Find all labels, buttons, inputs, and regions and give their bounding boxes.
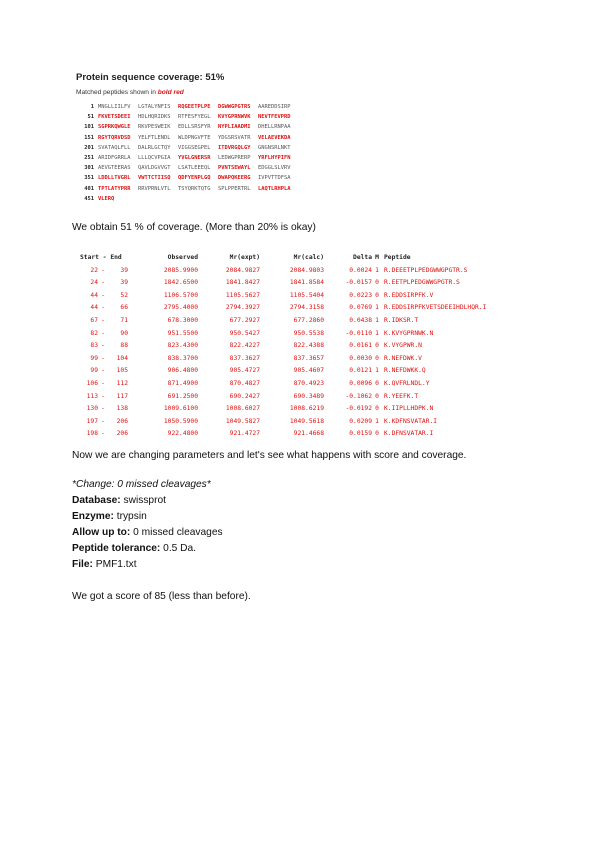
cell-miss: 1 — [375, 417, 379, 425]
range-dash: - — [101, 266, 105, 274]
cell-miss: 0 — [375, 379, 379, 387]
cell-start: 113 — [86, 392, 98, 400]
cell-end: 112 — [116, 379, 128, 387]
sequence-chunk: EDGGLSLVRV — [258, 165, 291, 172]
sequence-chunk: DALRLGCTQY — [138, 144, 171, 151]
sequence-row-number: 1 — [90, 104, 94, 110]
sequence-chunk: SVATAQLFLL — [98, 144, 131, 151]
matched-sequence-chunk: LDDLLTVGRL — [98, 175, 131, 182]
cell-mr-expt: 2794.3927 — [225, 304, 260, 312]
matched-sequence-chunk: PVNTSEWAYL — [218, 165, 251, 172]
cell-start: 24 — [90, 279, 98, 287]
sequence-chunk: MNGLLIILFV — [98, 104, 131, 110]
cell-delta: -0.0192 — [345, 405, 372, 413]
table-row — [80, 367, 520, 380]
cell-start: 83 — [90, 342, 98, 350]
sequence-row — [76, 194, 356, 204]
sequence-chunk: RRVPRNLVTL — [138, 185, 171, 192]
cell-mr-calc: 822.4388 — [293, 342, 324, 350]
matched-sequence-chunk: VLERQ — [98, 195, 115, 202]
sequence-row-number: 251 — [84, 154, 94, 161]
sequence-chunk: AEVGTEERAS — [98, 165, 131, 172]
cell-observed: 1050.5900 — [163, 417, 198, 425]
tolerance-label: Peptide tolerance: — [72, 543, 161, 554]
matched-sequence-chunk: ITDVRGQLGY — [218, 144, 251, 151]
table-row — [80, 430, 520, 438]
sequence-chunk: HDLHQRIDKS — [138, 114, 171, 121]
sequence-row-number: 101 — [84, 124, 94, 131]
matched-sequence-chunk: NEVTFEVPRD — [258, 114, 291, 121]
cell-end: 71 — [120, 316, 128, 324]
allow-line — [72, 525, 251, 541]
cell-start: 198 — [86, 430, 98, 438]
cell-delta: 0.0209 — [349, 417, 372, 425]
sequence-chunk: ARIDFGRRLA — [98, 154, 131, 161]
range-dash: - — [101, 392, 105, 400]
cell-delta: 0.0159 — [349, 430, 372, 438]
cell-delta: 0.0030 — [349, 354, 372, 362]
sequence-chunk: IVPVTTDFSA — [258, 175, 291, 182]
cell-peptide: K.KDFNSVATAR.I — [384, 417, 438, 425]
cell-mr-calc: 950.5538 — [293, 329, 324, 337]
cell-delta: 0.0024 — [349, 266, 372, 274]
sequence-chunk: AAREDDSIRP — [258, 104, 291, 110]
cell-miss: 0 — [375, 279, 379, 287]
cell-mr-expt: 690.2427 — [229, 392, 260, 400]
tolerance-line — [72, 541, 251, 557]
sequence-chunk: LLLQCVPGIA — [138, 154, 171, 161]
cell-start: 99 — [90, 354, 98, 362]
sequence-chunk: RKVPESWEIK — [138, 124, 171, 131]
sequence-row-number: 401 — [84, 185, 94, 192]
sequence-chunk: GNGNSRLNKT — [258, 144, 291, 151]
file-value: PMF1.txt — [92, 559, 137, 570]
sequence-chunk: DHELLRNPAA — [258, 124, 291, 131]
cell-delta: 0.0223 — [349, 291, 372, 299]
matched-sequence-chunk: VWTTCTIISQ — [138, 175, 171, 182]
cell-peptide: K.QVFRLNDL.Y — [384, 379, 430, 387]
matched-sequence-chunk: YVGLGNERSR — [178, 154, 211, 161]
cell-mr-calc: 905.4607 — [293, 367, 324, 375]
note-prefix: Matched peptides shown in — [76, 89, 158, 96]
cell-end: 90 — [120, 329, 128, 337]
cell-observed: 951.5500 — [167, 329, 198, 337]
cell-observed: 1106.5700 — [163, 291, 198, 299]
range-dash: - — [101, 417, 105, 425]
cell-mr-expt: 1105.5627 — [225, 291, 260, 299]
cell-mr-calc: 690.3489 — [293, 392, 324, 400]
file-line — [72, 557, 251, 573]
cell-peptide: R.NEFDWKK.Q — [384, 367, 426, 375]
cell-peptide: R.EDDSIRPFKVETSDEEIHDLHQR.I — [384, 304, 487, 312]
sequence-chunk: YDGSRSVATR — [218, 134, 251, 141]
cell-end: 117 — [116, 392, 128, 400]
range-dash: - — [101, 291, 105, 299]
range-dash: - — [101, 316, 105, 324]
matched-sequence-chunk: YRFLHYPIFN — [258, 154, 291, 161]
cell-end: 138 — [116, 405, 128, 413]
header-miss: M — [375, 254, 379, 261]
table-row — [80, 405, 520, 418]
matched-sequence-chunk: DWAPQKEERG — [218, 175, 251, 182]
sequence-row-number: 301 — [84, 165, 94, 172]
score-paragraph: We got a score of 85 (less than before). — [72, 591, 251, 602]
cell-mr-expt: 1841.8427 — [225, 279, 260, 287]
table-row — [80, 279, 520, 292]
enzyme-line — [72, 509, 251, 525]
allow-label: Allow up to: — [72, 527, 131, 538]
cell-miss: 1 — [375, 316, 379, 324]
matched-sequence-chunk: RGYTQRVDSD — [98, 134, 131, 141]
table-row — [80, 317, 520, 330]
matched-sequence-chunk: QDFYENPLGQ — [178, 175, 211, 182]
sequence-row-number: 151 — [84, 134, 94, 141]
cell-peptide: K.VYGPWR.N — [384, 342, 422, 350]
sequence-chunk: EDLLSRSFYR — [178, 124, 211, 131]
range-dash: - — [101, 329, 105, 337]
range-dash: - — [101, 367, 105, 375]
table-row — [80, 342, 520, 355]
cell-mr-calc: 1841.8584 — [289, 279, 324, 287]
sequence-row — [76, 112, 356, 122]
note-highlight: bold red — [157, 89, 184, 96]
matched-sequence-chunk: RQGEETPLPE — [178, 104, 211, 110]
peptide-table — [80, 254, 520, 438]
cell-mr-expt: 905.4727 — [229, 367, 260, 375]
table-row — [80, 380, 520, 393]
cell-mr-expt: 870.4827 — [229, 379, 260, 387]
sequence-row — [76, 102, 356, 112]
cell-miss: 0 — [375, 405, 379, 413]
cell-start: 22 — [90, 266, 98, 274]
matched-sequence-chunk: TPTLATYPRR — [98, 185, 131, 192]
sequence-chunk: WLDPNGVFTE — [178, 134, 211, 141]
cell-observed: 823.4300 — [167, 342, 198, 350]
cell-mr-expt: 921.4727 — [229, 430, 260, 438]
cell-observed: 2085.9900 — [163, 266, 198, 274]
sequence-row-number: 451 — [84, 195, 94, 202]
cell-observed: 922.4800 — [167, 430, 198, 438]
cell-start: 44 — [90, 304, 98, 312]
sequence-chunk: TSYQRKTQTG — [178, 185, 211, 192]
cell-delta: 0.0438 — [349, 316, 372, 324]
table-row — [80, 418, 520, 431]
header-observed: Observed — [167, 254, 198, 261]
sequence-coverage-figure — [76, 72, 356, 204]
sequence-row — [76, 173, 356, 183]
cell-mr-expt: 677.2927 — [229, 316, 260, 324]
cell-start: 197 — [86, 417, 98, 425]
cell-observed: 678.3000 — [167, 316, 198, 324]
cell-peptide: R.YEEFK.T — [384, 392, 419, 400]
cell-mr-calc: 921.4668 — [293, 430, 324, 438]
cell-peptide: K.DFNSVATAR.I — [384, 430, 434, 438]
table-row — [80, 267, 520, 280]
sequence-row — [76, 184, 356, 194]
change-note: *Change: 0 missed cleavages* — [72, 479, 211, 490]
matched-sequence-chunk: DGWWGPGTRS — [218, 104, 251, 110]
allow-value: 0 missed cleavages — [130, 527, 223, 538]
enzyme-label: Enzyme: — [72, 511, 114, 522]
header-mr-calc: Mr(calc) — [293, 254, 324, 261]
cell-peptide: R.DEEETPLPEDGWWGPGTR.S — [384, 266, 468, 274]
coverage-title: Protein sequence coverage: 51% — [76, 72, 225, 83]
matched-sequence-chunk: FKVETSDEEI — [98, 114, 131, 121]
cell-miss: 1 — [375, 367, 379, 375]
cell-mr-calc: 2794.3158 — [289, 304, 324, 312]
sequence-row-number: 51 — [87, 114, 94, 121]
cell-mr-expt: 837.3627 — [229, 354, 260, 362]
matched-sequence-chunk: LAQTLRHPLA — [258, 185, 291, 192]
cell-observed: 691.2500 — [167, 392, 198, 400]
cell-miss: 0 — [375, 392, 379, 400]
sequence-chunk: YELFTLENDL — [138, 134, 171, 141]
peptide-table-header — [80, 254, 520, 267]
cell-start: 67 — [90, 316, 98, 324]
sequence-row-number: 201 — [84, 144, 94, 151]
sequence-chunk: LGTALYNFIS — [138, 104, 171, 110]
search-settings — [72, 477, 251, 605]
cell-start: 130 — [86, 405, 98, 413]
table-row — [80, 304, 520, 317]
table-row — [80, 355, 520, 368]
cell-mr-expt: 1049.5827 — [225, 417, 260, 425]
table-row — [80, 292, 520, 305]
cell-start: 44 — [90, 291, 98, 299]
cell-observed: 1842.6500 — [163, 279, 198, 287]
header-peptide: Peptide — [384, 254, 411, 261]
range-dash: - — [101, 342, 105, 350]
sequence-row — [76, 143, 356, 153]
range-dash: - — [101, 430, 105, 438]
cell-peptide: R.IDKSR.T — [384, 316, 419, 324]
table-row — [80, 393, 520, 406]
cell-start: 106 — [86, 379, 98, 387]
cell-delta: -0.0110 — [345, 329, 372, 337]
cell-end: 39 — [120, 266, 128, 274]
matched-sequence-chunk: KVYGPRNWVK — [218, 114, 251, 121]
sequence-chunk: QAVLDGVVGT — [138, 165, 171, 172]
cell-end: 206 — [116, 417, 128, 425]
cell-observed: 871.4900 — [167, 379, 198, 387]
cell-mr-calc: 870.4923 — [293, 379, 324, 387]
cell-start: 99 — [90, 367, 98, 375]
cell-delta: 0.0769 — [349, 304, 372, 312]
cell-miss: 1 — [375, 266, 379, 274]
cell-end: 39 — [120, 279, 128, 287]
matched-sequence-chunk: VELAEVEKDA — [258, 134, 291, 141]
cell-mr-calc: 1049.5618 — [289, 417, 324, 425]
sequence-rows — [76, 102, 356, 204]
cell-mr-expt: 822.4227 — [229, 342, 260, 350]
database-line — [72, 493, 251, 509]
header-delta: Delta — [353, 254, 372, 261]
cell-delta: -0.1062 — [345, 392, 372, 400]
matched-sequence-chunk: SGPRKQWGLE — [98, 124, 131, 131]
sequence-row-number: 351 — [84, 175, 94, 182]
cell-observed: 2795.4000 — [163, 304, 198, 312]
sequence-chunk: VIGGSEGPEL — [178, 144, 211, 151]
cell-peptide: K.IIPLLHDPK.N — [384, 405, 434, 413]
range-dash: - — [101, 279, 105, 287]
cell-delta: 0.0121 — [349, 367, 372, 375]
cell-observed: 906.4800 — [167, 367, 198, 375]
cell-peptide: R.EDDSIRPFK.V — [384, 291, 434, 299]
cell-mr-expt: 1008.6027 — [225, 405, 260, 413]
table-row — [80, 330, 520, 343]
matched-peptides-note — [76, 89, 356, 96]
cell-mr-calc: 2084.9803 — [289, 266, 324, 274]
database-value: swissprot — [120, 495, 166, 506]
cell-delta: 0.0161 — [349, 342, 372, 350]
cell-end: 52 — [120, 291, 128, 299]
cell-end: 66 — [120, 304, 128, 312]
sequence-row — [76, 133, 356, 143]
cell-mr-calc: 837.3657 — [293, 354, 324, 362]
cell-miss: 0 — [375, 430, 379, 438]
cell-mr-expt: 950.5427 — [229, 329, 260, 337]
range-dash: - — [101, 304, 105, 312]
sequence-row — [76, 153, 356, 163]
range-dash: - — [101, 354, 105, 362]
cell-delta: 0.0096 — [349, 379, 372, 387]
sequence-row — [76, 122, 356, 132]
range-dash: - — [101, 405, 105, 413]
enzyme-value: trypsin — [113, 511, 147, 522]
cell-miss: 0 — [375, 342, 379, 350]
cell-peptide: R.EETPLPEDGWWGPGTR.S — [384, 279, 460, 287]
cell-mr-calc: 1008.6219 — [289, 405, 324, 413]
range-dash: - — [101, 379, 105, 387]
cell-mr-calc: 1105.5404 — [289, 291, 324, 299]
cell-end: 104 — [116, 354, 128, 362]
file-label: File: — [72, 559, 93, 570]
cell-miss: 0 — [375, 291, 379, 299]
cell-miss: 1 — [375, 329, 379, 337]
sequence-chunk: LEDWGPRERP — [218, 154, 251, 161]
cell-end: 88 — [120, 342, 128, 350]
cell-miss: 1 — [375, 304, 379, 312]
cell-miss: 0 — [375, 354, 379, 362]
matched-sequence-chunk: NYPLIAADMI — [218, 124, 251, 131]
sequence-row — [76, 163, 356, 173]
cell-peptide: R.NEFDWK.V — [384, 354, 422, 362]
tolerance-value: 0.5 Da. — [160, 543, 197, 554]
header-mr-expt: Mr(expt) — [229, 254, 260, 261]
sequence-chunk: RTFESFYEGL — [178, 114, 211, 121]
cell-mr-expt: 2084.9827 — [225, 266, 260, 274]
sequence-chunk: LSATLEEEQL — [178, 165, 211, 172]
cell-peptide: K.KVYGPRNWK.N — [384, 329, 434, 337]
cell-start: 82 — [90, 329, 98, 337]
changing-parameters-paragraph: Now we are changing parameters and let's see what happens with score and coverage. — [72, 450, 467, 461]
cell-delta: -0.0157 — [345, 279, 372, 287]
sequence-chunk: SPLPPERTRL — [218, 185, 251, 192]
cell-end: 206 — [116, 430, 128, 438]
database-label: Database: — [72, 495, 121, 506]
header-range: Start - End — [80, 254, 122, 261]
cell-mr-calc: 677.2860 — [293, 316, 324, 324]
cell-observed: 838.3700 — [167, 354, 198, 362]
coverage-paragraph: We obtain 51 % of coverage. (More than 20% is okay) — [72, 222, 316, 233]
cell-observed: 1009.6100 — [163, 405, 198, 413]
cell-end: 105 — [116, 367, 128, 375]
